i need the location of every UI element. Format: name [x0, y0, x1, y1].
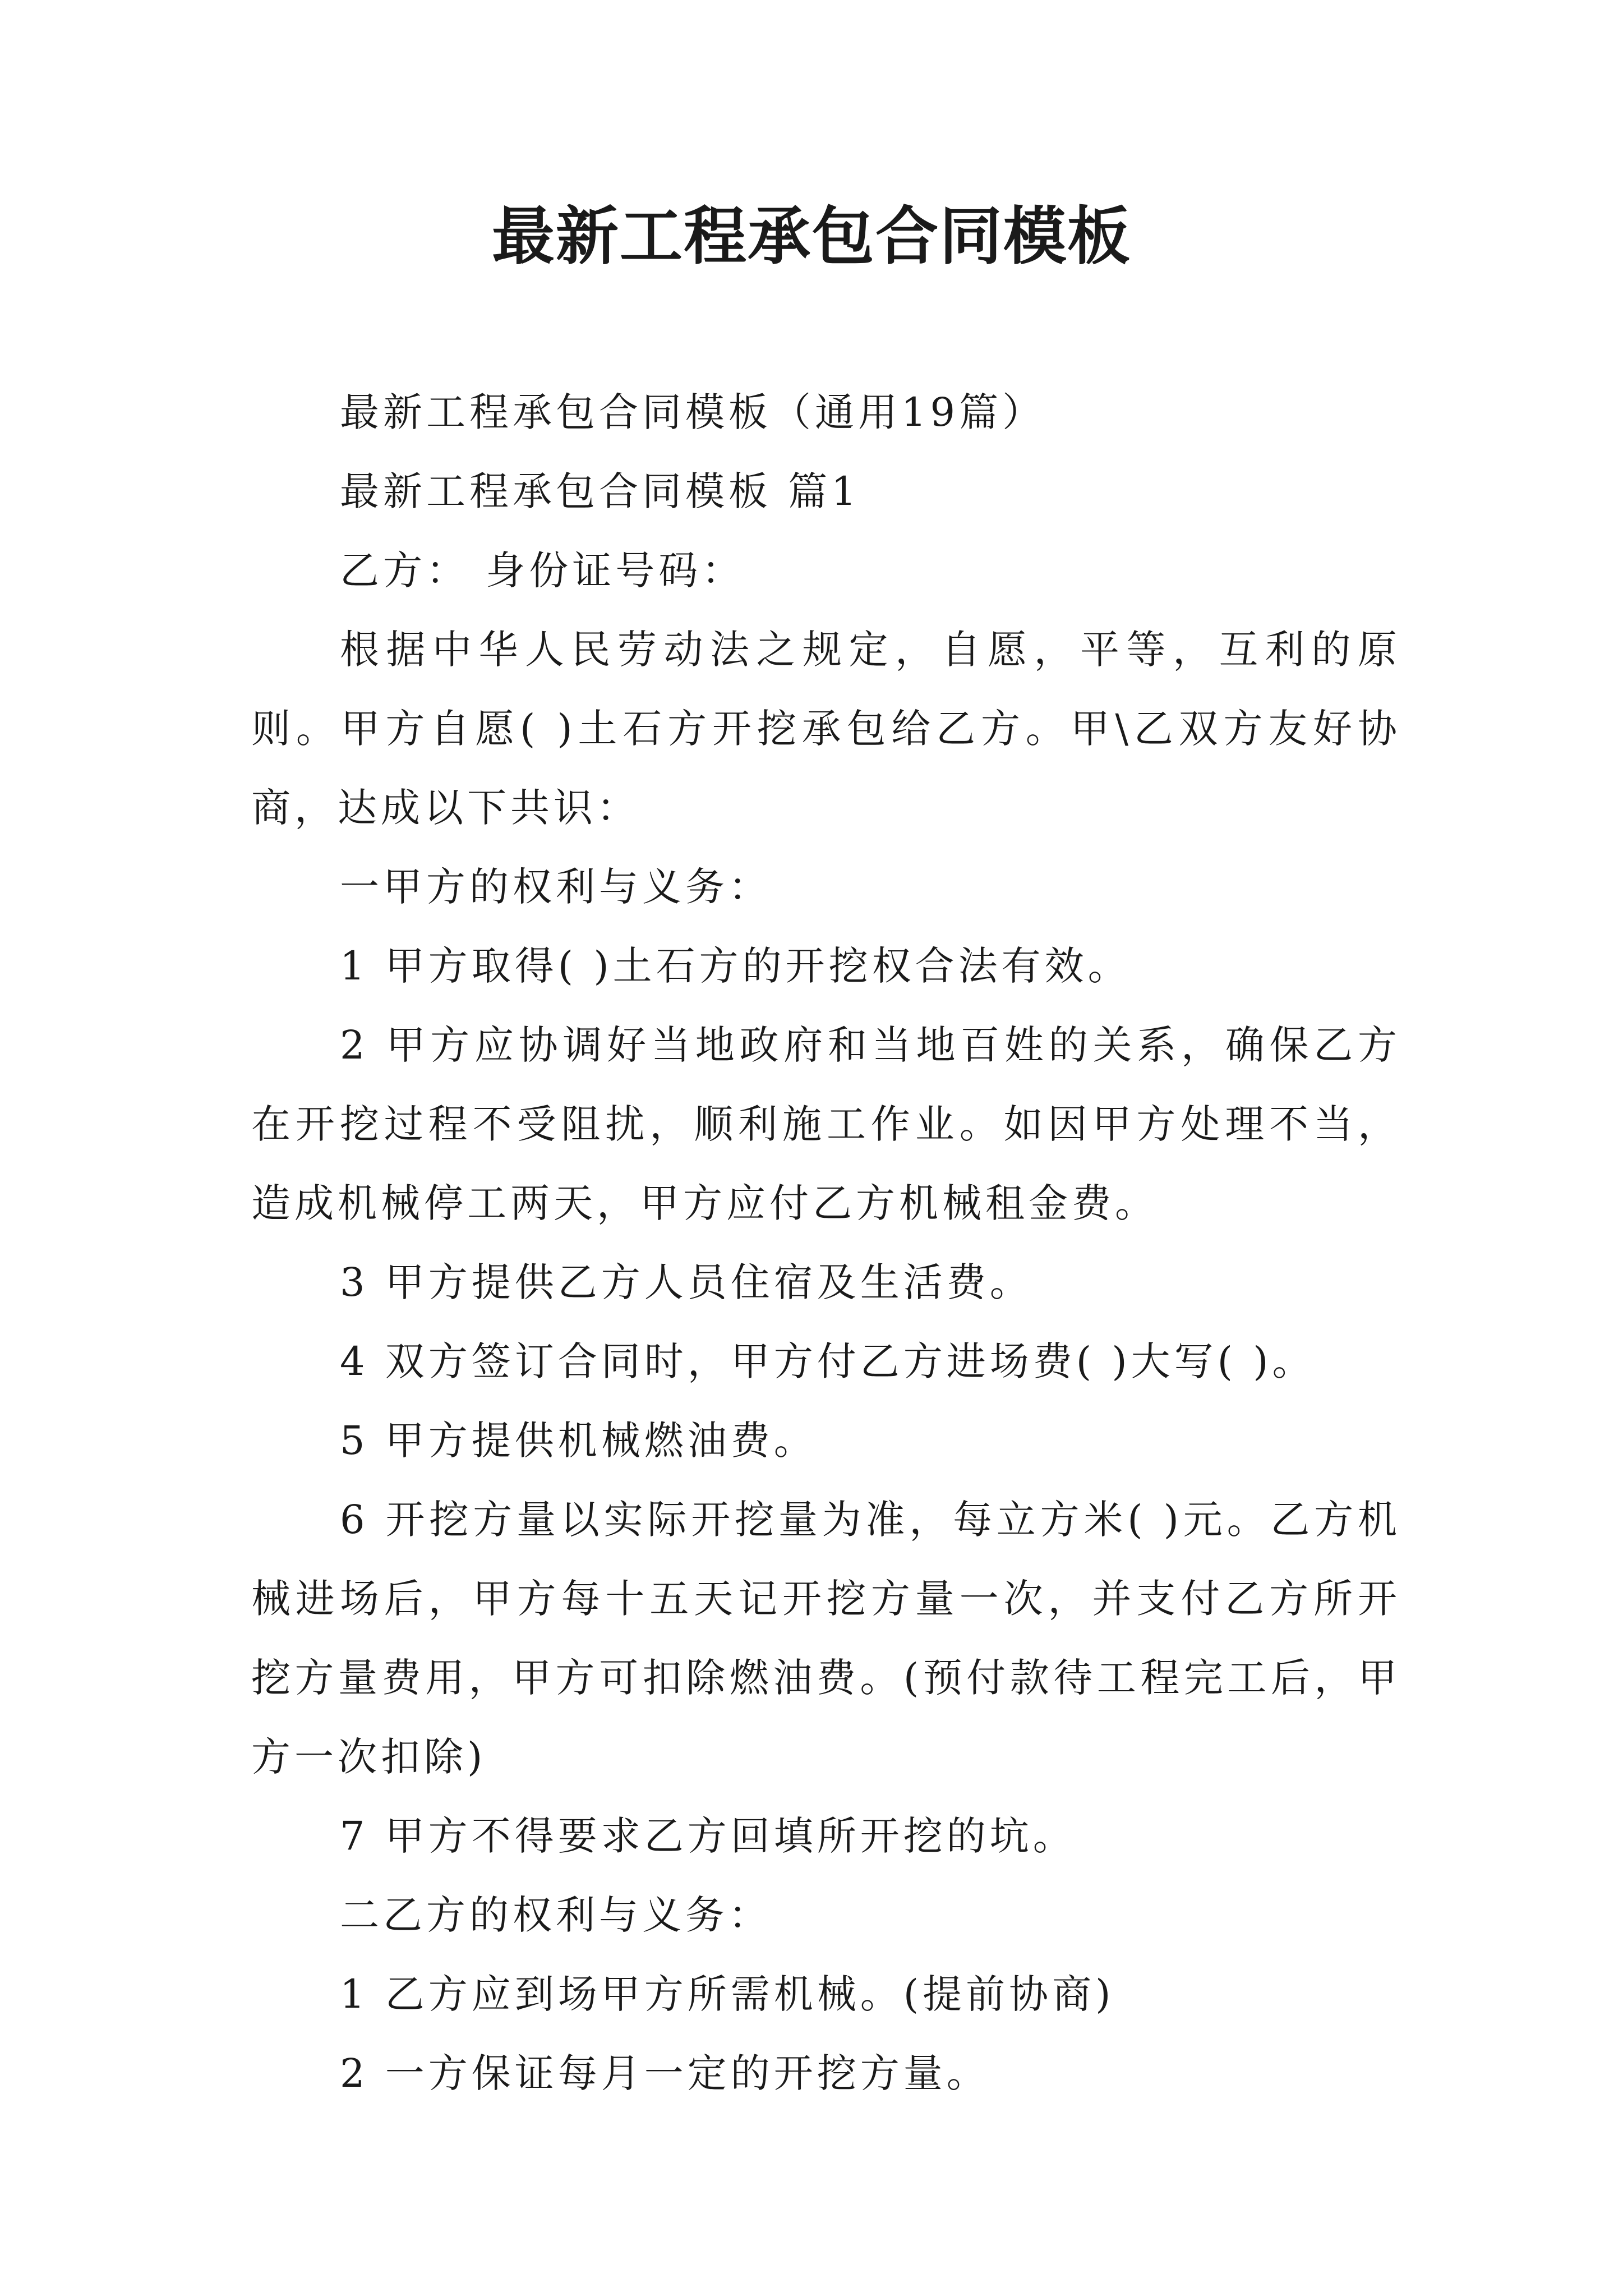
paragraph-clause-b2: 2 一方保证每月一定的开挖方量。	[340, 2050, 990, 2096]
paragraph-clause-a3: 3 甲方提供乙方人员住宿及生活费。	[340, 1259, 1033, 1305]
paragraph-party-a-heading: 一甲方的权利与义务：	[340, 864, 772, 910]
paragraph-clause-a2: 2 甲方应协调好当地政府和当地百姓的关系，确保乙方在开挖过程不受阻扰，顺利施工作业。如因甲方处理不当，造成机械停工两天，甲方应付乙方机械租金费。	[251, 1022, 1401, 1226]
document-body	[251, 373, 1401, 2113]
paragraph-party-b: 乙方： 身份证号码：	[340, 547, 745, 593]
paragraph-party-b-heading: 二乙方的权利与义务：	[340, 1892, 772, 1938]
paragraph-section-heading: 最新工程承包合同模板 篇1	[340, 468, 860, 514]
paragraph-preamble: 根据中华人民劳动法之规定，自愿，平等，互利的原则。甲方自愿( )土石方开挖承包给乙方。甲\乙双方友好协商，达成以下共识：	[251, 627, 1401, 831]
paragraph-subtitle: 最新工程承包合同模板（通用19篇）	[340, 389, 1046, 435]
paragraph-clause-a5: 5 甲方提供机械燃油费。	[340, 1418, 817, 1464]
paragraph-clause-b1: 1 乙方应到场甲方所需机械。(提前协商)	[340, 1971, 1115, 2017]
paragraph-clause-a4: 4 双方签订合同时，甲方付乙方进场费( )大写( )。	[340, 1338, 1316, 1384]
document-title: 最新工程承包合同模板	[492, 200, 1131, 273]
paragraph-clause-a1: 1 甲方取得( )土石方的开挖权合法有效。	[340, 943, 1131, 989]
paragraph-clause-a6: 6 开挖方量以实际开挖量为准，每立方米( )元。乙方机械进场后，甲方每十五天记开挖方量一次，并支付乙方所开挖方量费用，甲方可扣除燃油费。(预付款待工程完工后，甲方一次扣除)	[251, 1497, 1401, 1780]
paragraph-clause-a7: 7 甲方不得要求乙方回填所开挖的坑。	[340, 1813, 1076, 1859]
